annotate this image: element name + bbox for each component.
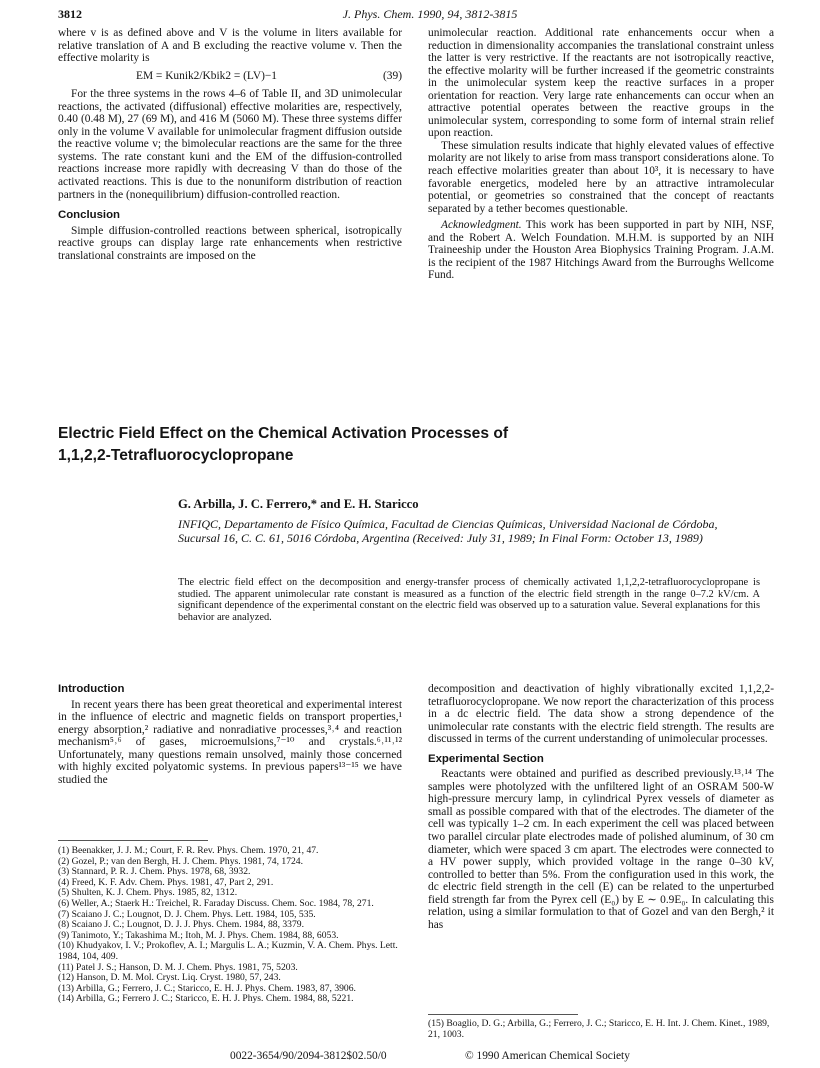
paragraph: decomposition and deactivation of highly vibrationally excited 1,1,2,2-tetrafluorocyclopropane. We now report the characterization of this process in a dc electric field. The data show a strong dependence of the unimolecular rate constants with the electric field strength. The results are discussed in terms of the current understanding of unimolecular processes. (428, 683, 774, 746)
footnote-rule (428, 1014, 578, 1015)
left-column (58, 683, 402, 786)
acknowledgment (428, 219, 774, 282)
right-column (428, 683, 774, 931)
article-title (58, 423, 778, 467)
paragraph: These simulation results indicate that highly elevated values of effective molarity are not likely to arise from mass transport considerations alone. To reach effective molarities greater than about 10³, it is necessary to have favorable energetics, modeled here by an attractive intramolecular potential, or geometries so constrained that the concept of reactants separated by a tether becomes questionable. (428, 139, 774, 215)
affiliation-line: Sucursal 16, C. C. 61, 5016 Córdoba, Argentina (Received: July 31, 1989; In Final Form: October 13, 1989) (178, 530, 703, 545)
footnote: (12) Hanson, D. M. Mol. Cryst. Liq. Cryst. 1980, 57, 243. (58, 972, 281, 984)
title-line: 1,1,2,2-Tetrafluorocyclopropane (58, 447, 294, 464)
footnote: (2) Gozel, P.; van den Bergh, H. J. Chem. Phys. 1981, 74, 1724. (58, 855, 303, 867)
paragraph: For the three systems in the rows 4–6 of Table II, and 3D unimolecular reactions, the activated (diffusional) effective molarities are, respectively, 0.40 (0.48 M), 27 (69 M), and 416 M (5060 M). These three systems differ only in the volume V available for unimolecular fragment diffusion outside the reactive volume v; the bimolecular reactions are the same for the three systems. The rate constant kuni and the EM of the diffusion-controlled reactions increase more rapidly with decreasing V than do those of the activated reactions. This is due to the nonuniform distribution of reaction partners in the (nonequilibrium) diffusion-controlled reaction. (58, 88, 402, 201)
footnote: (4) Freed, K. F. Adv. Chem. Phys. 1981, 47, Part 2, 291. (58, 876, 274, 888)
page-number: 3812 (58, 7, 82, 21)
section-heading-experimental: Experimental Section (428, 752, 544, 765)
footnote: (10) Khudyakov, I. V.; Prokoflev, A. I.; Margulis L. A.; Kuzmin, V. A. Chem. Phys. Lett. 1984, 104, 409. (58, 940, 398, 962)
footnote: (15) Boaglio, D. G.; Arbilla, G.; Ferrero, J. C.; Staricco, E. H. Int. J. Chem. Kinet., 1989, 21, 1003. (428, 1018, 770, 1040)
footnote: (1) Beenakker, J. J. M.; Court, F. R. Rev. Phys. Chem. 1970, 21, 47. (58, 845, 319, 856)
footnote: (5) Shulten, K. J. Chem. Phys. 1985, 82, 1312. (58, 887, 238, 899)
paragraph: unimolecular reaction. Additional rate enhancements occur when a reduction in dimensionality accompanies the translational constraint unless the latter is very restrictive. If the reactants are not isotropically reactive, the effective molarity will be further increased if the geometric constraints in the unimolecular system keep the reactive surfaces in a proper orientation for reaction. Very large rate enhancements can occur when an attractive potential operates between the reactive groups in the unimolecular system, corresponding to some form of internal strain relief upon reaction. (428, 27, 774, 140)
footer-code: 0022-3654/90/2094-3812$02.50/0 (230, 1050, 387, 1062)
footnote: (6) Weller, A.; Staerk H.: Treichel, R. Faraday Discuss. Chem. Soc. 1984, 78, 271. (58, 897, 374, 909)
footer-copyright: © 1990 American Chemical Society (465, 1050, 630, 1062)
abstract: The electric field effect on the decomposition and energy-transfer process of chemically activated 1,1,2,2-tetrafluorocyclopropane is studied. The apparent unimolecular rate constant is measured as a function of the electric field strength in the range 0–7.2 kV/cm. A significant dependence of the experimental constant on the electric field was observed up to a saturation value. Several explanations for this behavior are analyzed. (178, 577, 760, 624)
footnote: (14) Arbilla, G.; Ferrero J. C.; Staricco, E. H. J. Phys. Chem. 1984, 88, 5221. (58, 993, 354, 1005)
paragraph: Reactants were obtained and purified as described previously.¹³˒¹⁴ The samples were photolyzed with the unfiltered light of an OSRAM 500-W high-pressure mercury lamp, in cylindrical Pyrex vessels of diameter as small as possible compared with that of the electrodes. The diameter of the cell was typically 1–2 cm. In each experiment the cell was placed between two parallel circular plate electrodes made of polished aluminum, of 30 cm diameter, which were spaced 3 cm apart. The electrodes were connected to a HV power supply, which provided voltage in the range 0–30 kV, controlled to better than 5%. From the configuration used in this work, the dc electric field strength in the cell (E) can be related to the unperturbed field strength far from the Pyrex cell (E₀) by E ∼ 0.9E₀. In calculating this relation, using a similar formulation to that of Gozel and van den Bergh,² it has (428, 768, 774, 931)
paragraph: Simple diffusion-controlled reactions between spherical, isotropically reactive groups can display large rate enhancements when restrictive translational constraints are imposed on the (58, 224, 402, 262)
footnote: (11) Patel J. S.; Hanson, D. M. J. Chem. Phys. 1981, 75, 5203. (58, 961, 298, 973)
section-heading-conclusion: Conclusion (58, 209, 121, 222)
top-right-column (428, 27, 774, 282)
equation-number: (39) (383, 69, 402, 82)
top-left-column (58, 27, 402, 262)
acknowledgment-label: Acknowledgment. (441, 219, 522, 232)
footnote: (9) Tanimoto, Y.; Takashima M.; Itoh, M. J. Phys. Chem. 1984, 88, 6053. (58, 929, 339, 941)
footnote: (7) Scaiano J. C.; Lougnot, D. J. Chem. Phys. Lett. 1984, 105, 535. (58, 908, 316, 920)
section-heading-introduction: Introduction (58, 683, 125, 695)
title-line: Electric Field Effect on the Chemical Activation Processes of (58, 425, 509, 442)
authors: G. Arbilla, J. C. Ferrero,* and E. H. Staricco (178, 497, 419, 511)
footnote: (8) Scaiano J. C.; Lougnot, D. J. J. Phys. Chem. 1984, 88, 3379. (58, 919, 304, 931)
footnote: (3) Stannard, P. R. J. Chem. Phys. 1978, 68, 3932. (58, 866, 251, 878)
footnotes (58, 846, 402, 1005)
footnote-rule (58, 840, 208, 841)
paragraph: where v is as defined above and V is the volume in liters available for relative translation of A and B excluding the reactive volume v. Then the effective molarity is (58, 27, 402, 65)
acknowledgment-text: This work has been supported in part by NIH, NSF, and the Robert A. Welch Foundation. M.H.M. is supported by an NIH Traineeship under the Houston Area Biophysics Training Program. J.A.M. is the recipient of the 1987 Hitchings Award from the Burroughs Wellcome Fund. (428, 219, 774, 282)
footnote: (13) Arbilla, G.; Ferrero, J. C.; Staricco, E. H. J. Phys. Chem. 1983, 87, 3906. (58, 982, 356, 994)
equation: EM = Kunik2/Kbik2 = (LV)−1 (136, 69, 277, 82)
journal-header: J. Phys. Chem. 1990, 94, 3812-3815 (342, 7, 518, 21)
equation-39 (58, 70, 402, 83)
affiliation (178, 518, 717, 545)
affiliation-line: INFIQC, Departamento de Físico Química, Facultad de Ciencias Químicas, Universidad Nacional de Córdoba, (178, 517, 718, 531)
paragraph: In recent years there has been great theoretical and experimental interest in the influence of electric and magnetic fields on transport properties,¹ energy absorption,² radiative and nonradiative processes,³˒⁴ and reaction mechanism⁵˒⁶ of gases, microemulsions,⁷⁻¹⁰ and crystals.⁶˒¹¹˒¹² Unfortunately, many questions remain unsolved, mainly those concerned with highly excited polyatomic systems. In previous papers¹³⁻¹⁵ we have studied the (58, 698, 402, 786)
